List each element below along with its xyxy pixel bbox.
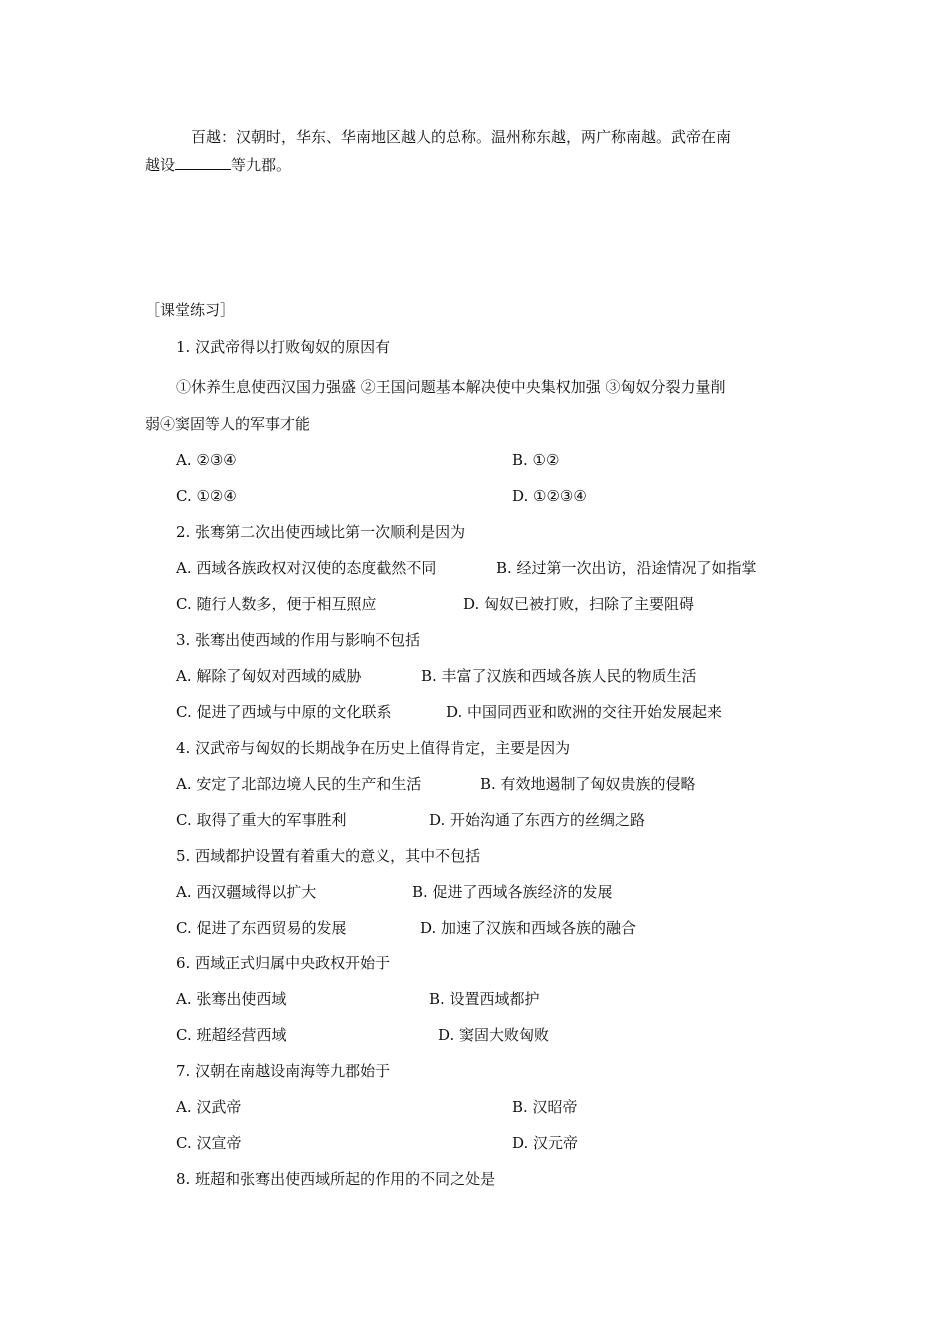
question-7-stem: 7. 汉朝在南越设南海等九郡始于 xyxy=(176,1062,391,1080)
intro-line-2-pre: 越设 xyxy=(145,156,176,174)
question-4-option-b[interactable]: B. 有效地遏制了匈奴贵族的侵略 xyxy=(480,775,696,793)
intro-line-1: 百越：汉朝时，华东、华南地区越人的总称。温州称东越，两广称南越。武帝在南 xyxy=(191,128,732,146)
question-6-option-d[interactable]: D. 窦固大败匈败 xyxy=(438,1026,550,1044)
question-1-statements-line-2: 弱④窦固等人的军事才能 xyxy=(145,415,311,433)
question-1-option-c[interactable]: C. ①②④ xyxy=(176,487,237,505)
question-6-stem: 6. 西域正式归属中央政权开始于 xyxy=(176,954,391,972)
question-3-option-b[interactable]: B. 丰富了汉族和西域各族人民的物质生活 xyxy=(421,667,697,685)
question-4-stem: 4. 汉武帝与匈奴的长期战争在历史上值得肯定，主要是因为 xyxy=(176,739,571,757)
question-7-option-b[interactable]: B. 汉昭帝 xyxy=(512,1098,578,1116)
question-1-option-a[interactable]: A. ②③④ xyxy=(176,451,237,469)
question-3-stem: 3. 张骞出使西域的作用与影响不包括 xyxy=(176,631,421,649)
question-3-option-c[interactable]: C. 促进了西域与中原的文化联系 xyxy=(176,703,392,721)
question-5-option-c[interactable]: C. 促进了东西贸易的发展 xyxy=(176,919,347,937)
question-2-option-b[interactable]: B. 经过第一次出访，沿途情况了如指掌 xyxy=(496,559,757,577)
question-1-option-b[interactable]: B. ①② xyxy=(512,451,560,469)
question-2-stem: 2. 张骞第二次出使西域比第一次顺利是因为 xyxy=(176,523,466,541)
intro-line-2-post: 等九郡。 xyxy=(231,156,292,174)
question-5-option-b[interactable]: B. 促进了西域各族经济的发展 xyxy=(412,883,613,901)
section-title: ［课堂练习］ xyxy=(145,301,236,319)
question-2-option-c[interactable]: C. 随行人数多，便于相互照应 xyxy=(176,595,377,613)
question-2-option-d[interactable]: D. 匈奴已被打败，扫除了主要阻碍 xyxy=(463,595,695,613)
question-6-option-c[interactable]: C. 班超经营西域 xyxy=(176,1026,287,1044)
intro-line-2 xyxy=(145,155,291,175)
fill-blank[interactable] xyxy=(175,155,231,170)
question-1-option-d[interactable]: D. ①②③④ xyxy=(512,487,587,505)
question-3-option-d[interactable]: D. 中国同西亚和欧洲的交往开始发展起来 xyxy=(446,703,723,721)
question-6-option-b[interactable]: B. 设置西域都护 xyxy=(429,990,540,1008)
question-3-option-a[interactable]: A. 解除了匈奴对西域的威胁 xyxy=(176,667,362,685)
question-5-stem: 5. 西域都护设置有着重大的意义，其中不包括 xyxy=(176,847,481,865)
question-4-option-d[interactable]: D. 开始沟通了东西方的丝绸之路 xyxy=(429,811,646,829)
question-4-option-a[interactable]: A. 安定了北部边境人民的生产和生活 xyxy=(176,775,422,793)
question-1-stem: 1. 汉武帝得以打败匈奴的原因有 xyxy=(176,338,391,356)
question-6-option-a[interactable]: A. 张骞出使西域 xyxy=(176,990,287,1008)
question-7-option-d[interactable]: D. 汉元帝 xyxy=(512,1134,579,1152)
question-7-option-c[interactable]: C. 汉宣帝 xyxy=(176,1134,242,1152)
question-8-stem: 8. 班超和张骞出使西域所起的作用的不同之处是 xyxy=(176,1170,496,1188)
question-2-option-a[interactable]: A. 西域各族政权对汉使的态度截然不同 xyxy=(176,559,437,577)
question-5-option-a[interactable]: A. 西汉疆域得以扩大 xyxy=(176,883,317,901)
question-5-option-d[interactable]: D. 加速了汉族和西域各族的融合 xyxy=(420,919,637,937)
question-4-option-c[interactable]: C. 取得了重大的军事胜利 xyxy=(176,811,347,829)
question-1-statements-line-1: ①休养生息使西汉国力强盛 ②王国问题基本解决使中央集权加强 ③匈奴分裂力量削 xyxy=(176,378,726,396)
question-7-option-a[interactable]: A. 汉武帝 xyxy=(176,1098,242,1116)
